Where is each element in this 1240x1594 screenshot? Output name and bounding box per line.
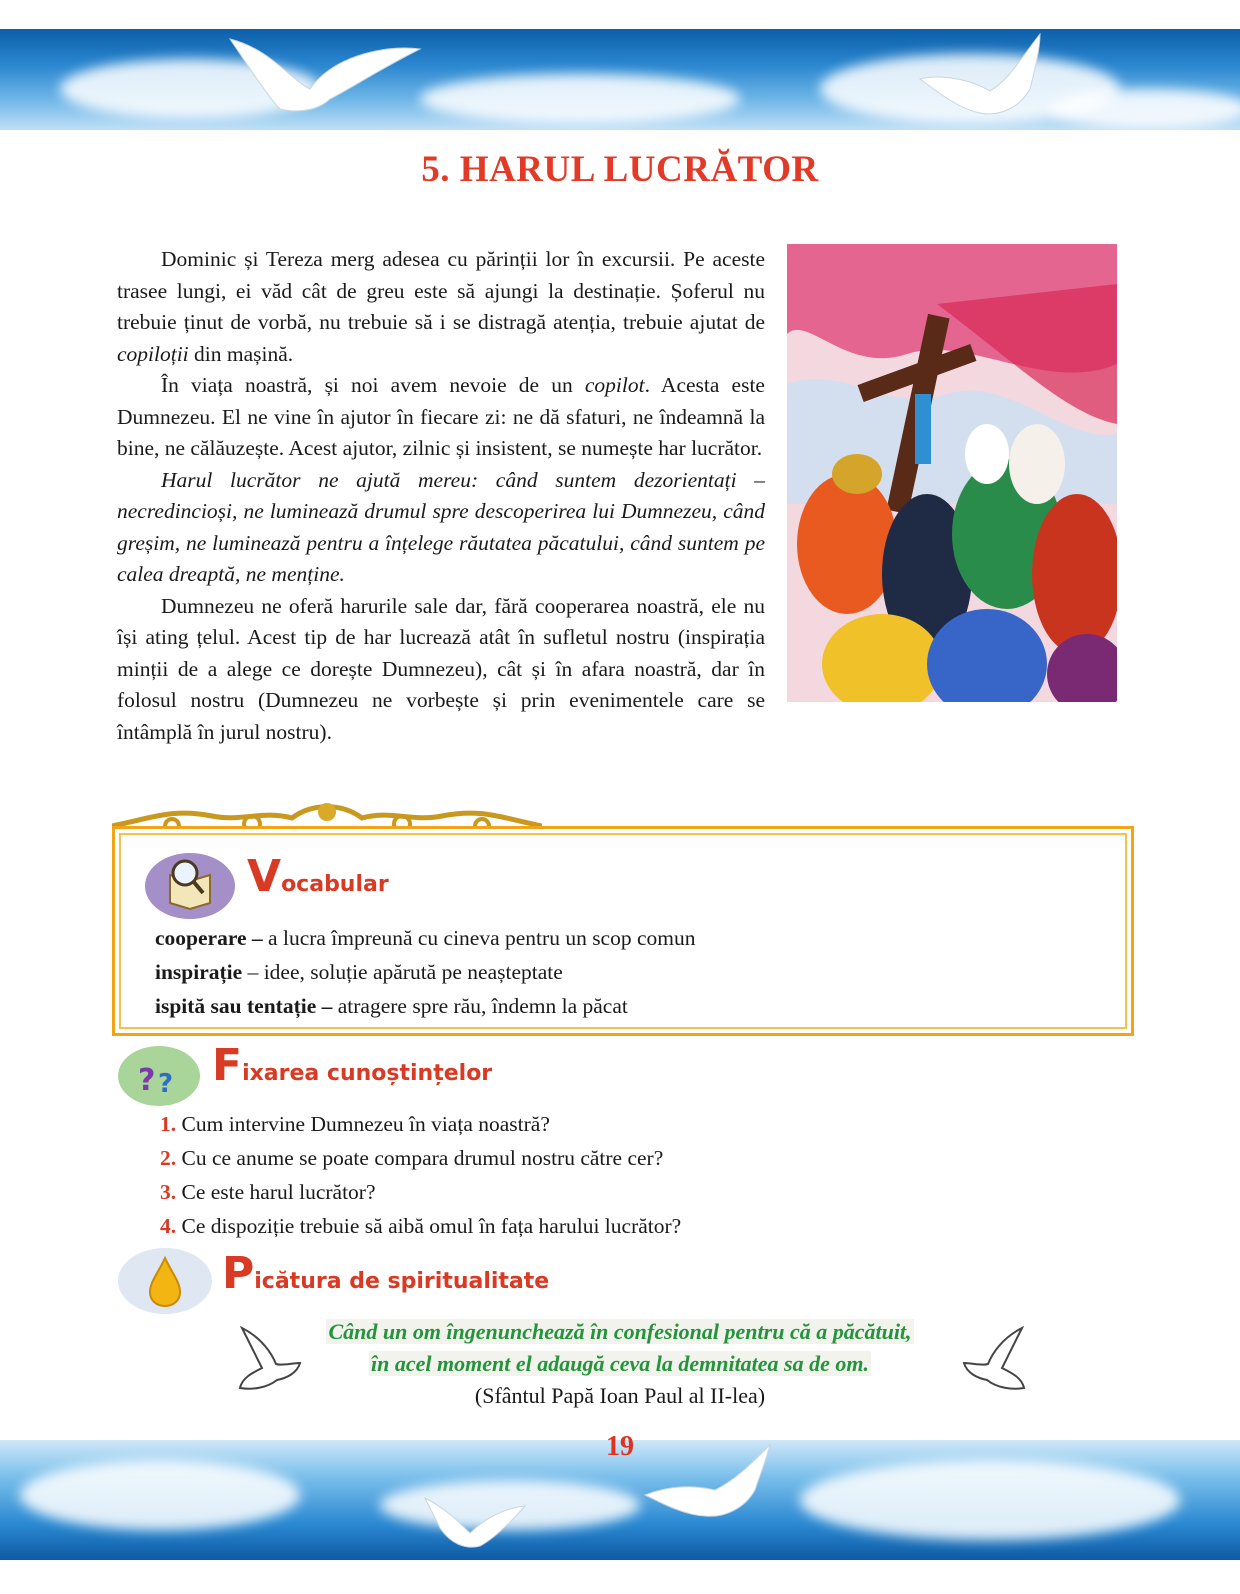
vocab-entry: inspirație – idee, soluție apărută pe neașteptate [155,960,563,984]
vocab-entry: cooperare – a lucra împreună cu cineva pentru un scop comun [155,926,696,950]
lesson-text [117,244,1117,748]
dove-icon [900,29,1060,129]
magnifier-book-icon [145,853,235,919]
question-item: 4. Ce dispoziție trebuie să aibă omul în fața harului lucrător? [160,1214,682,1238]
question-marks-icon [118,1046,200,1106]
vocabulary-list [155,921,696,1023]
dove-icon [415,1488,535,1560]
knowledge-heading: Fixarea cunoștințelor [212,1040,493,1091]
paragraph-2: În viața noastră, și noi avem nevoie de un copilot. Acesta este Dumnezeu. El ne vine în ajutor în fiecare zi: ne dă sfaturi, ne îndeamnă la bine, ne călăuzește. Acest ajutor, zilnic și insistent, se numește har lucrător. [117,373,765,460]
vocabulary-box [112,826,1134,1036]
spirituality-heading: Picătura de spiritualitate [222,1248,550,1299]
quote-attribution: (Sfântul Papă Ioan Paul al II-lea) [474,1383,766,1408]
header-sky-band [0,29,1240,130]
page-number: 19 [606,1431,634,1462]
paragraph-3: Harul lucrător ne ajută mereu: când suntem dezorientați – necredincioși, ne luminează drumul spre descoperirea lui Dumnezeu, când greșim, ne luminează pentru a înțelege răutatea păcatului, când suntem pe calea dreaptă, ne menține. [117,467,765,586]
paragraph-1: Dominic și Tereza merg adesea cu părinții lor în excursii. Pe aceste trasee lungi, ei văd cât de greu este să ajungi la destinație. Șoferul nu trebuie ținut de vorbă, nu trebuie să i se distragă atenția, trebuie ajutat de copiloții din mașină. [117,247,765,366]
svg-text:?: ? [138,1063,156,1098]
question-list [160,1107,681,1243]
paragraph-4: Dumnezeu ne oferă harurile sale dar, fără cooperarea noastră, ele nu își ating țelul. Acest tip de har lucrează atât în sufletul nostru (inspirația minții de a alege ce dorește Dumnezeu), cât și în afara noastră, dar în folosul nostru (Dumnezeu ne vorbește și prin evenimentele care se întâmplă în jurul nostru). [117,593,765,744]
question-item: 3. Ce este harul lucrător? [160,1180,376,1204]
question-item: 2. Cu ce anume se poate compara drumul nostru către cer? [160,1146,664,1170]
vocab-entry: ispită sau tentație – atragere spre rău, îndemn la păcat [155,994,628,1018]
svg-text:?: ? [158,1069,174,1099]
question-item: 1. Cum intervine Dumnezeu în viața noastră? [160,1112,550,1136]
vocabulary-heading: Vocabular [247,851,389,902]
dove-icon [210,29,430,129]
painting-illustration [787,244,1117,702]
spiritual-quote: Când un om îngenunchează în confesional pentru că a păcătuit, în acel moment el adaugă ceva la demnitatea sa de om. (Sfântul Papă Ioan Paul al II-lea) [240,1316,1000,1412]
oil-drop-icon [118,1248,212,1314]
page-title: 5. HARUL LUCRĂTOR [421,149,819,190]
